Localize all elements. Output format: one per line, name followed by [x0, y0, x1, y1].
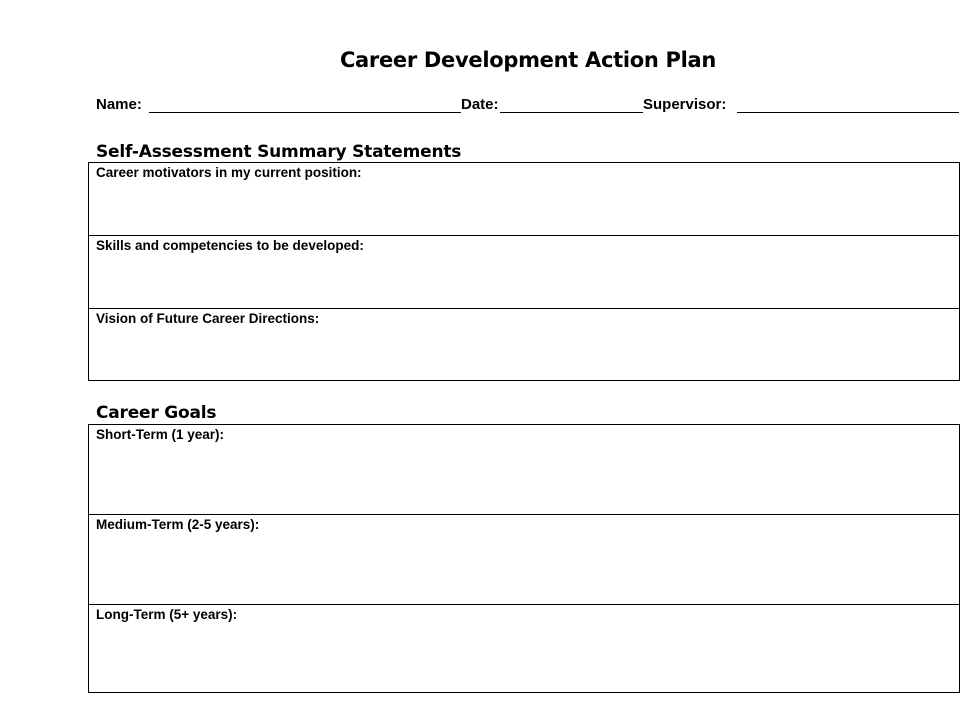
name-field[interactable] [149, 95, 461, 113]
career-goals-table [88, 424, 960, 693]
medium-term-row[interactable] [89, 515, 959, 605]
career-motivators-row[interactable] [89, 163, 959, 236]
page-title: Career Development Action Plan [339, 48, 717, 72]
self-assessment-heading: Self-Assessment Summary Statements [96, 142, 462, 162]
short-term-row[interactable] [89, 425, 959, 515]
self-assessment-table [88, 162, 960, 381]
medium-term-label: Medium-Term (2-5 years): [96, 517, 260, 532]
header-fields [96, 95, 962, 117]
long-term-label: Long-Term (5+ years): [96, 607, 238, 622]
career-motivators-label: Career motivators in my current position: [96, 165, 362, 180]
name-label: Name: [96, 96, 142, 113]
short-term-label: Short-Term (1 year): [96, 427, 225, 442]
skills-competencies-row[interactable] [89, 236, 959, 309]
date-label: Date: [461, 96, 499, 113]
skills-competencies-label: Skills and competencies to be developed: [96, 238, 364, 253]
long-term-row[interactable] [89, 605, 959, 692]
supervisor-label: Supervisor: [643, 96, 727, 113]
future-vision-label: Vision of Future Career Directions: [96, 311, 320, 326]
career-goals-heading: Career Goals [96, 403, 217, 423]
supervisor-field[interactable] [737, 95, 959, 113]
date-field[interactable] [500, 95, 643, 113]
future-vision-row[interactable] [89, 309, 959, 380]
